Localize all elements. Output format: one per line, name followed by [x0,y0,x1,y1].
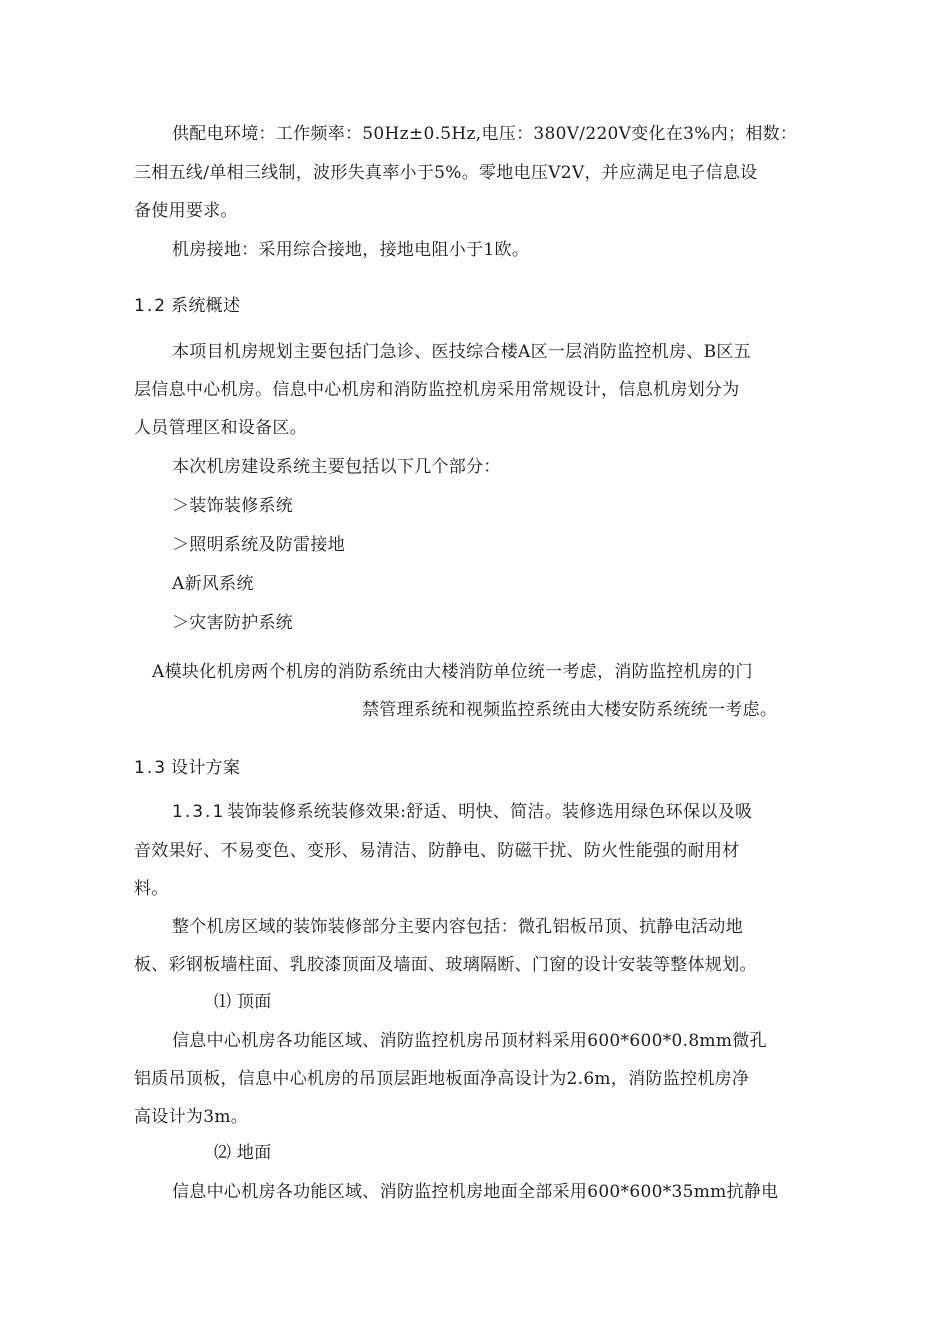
floor-heading: ⑵ 地面 [214,1143,272,1163]
list-item: ＞灾害防护系统 [172,613,294,633]
paragraph-scope-line-2: 板、彩钢板墙柱面、乳胶漆顶面及墙面、玻璃隔断、门窗的设计安装等整体规划。 [134,955,757,975]
paragraph-scope-line-1: 整个机房区域的装饰装修部分主要内容包括：微孔铝板吊顶、抗静电活动地 [172,917,743,937]
section-number: 1.3 [134,758,168,778]
paragraph-overview-line-2: 层信息中心机房。信息中心机房和消防监控机房采用常规设计，信息机房划分为 [134,380,740,400]
subsection-number: 1.3.1 [172,802,226,822]
paragraph-grounding: 机房接地：采用综合接地，接地电阻小于1欧。 [172,240,530,260]
list-item: ＞照明系统及防雷接地 [172,535,345,555]
section-heading-1-3 [134,756,240,780]
decoration-text: 装饰装修系统装修效果:舒适、明快、简洁。装修选用绿色环保以及吸 [227,802,753,822]
section-title: 设计方案 [171,758,241,778]
paragraph-power-env-line-1: 供配电环境：工作频率：50Hz±0.5Hz,电压：380V/220V变化在3%内；相数： [172,124,798,144]
paragraph-ceiling-line-1: 信息中心机房各功能区域、消防监控机房吊顶材料采用600*600*0.8mm微孔 [172,1031,767,1051]
section-number: 1.2 [134,296,168,316]
section-title: 系统概述 [171,296,241,316]
paragraph-intro: 本次机房建设系统主要包括以下几个部分： [172,457,501,477]
paragraph-modular-line-2: 禁管理系统和视频监控系统由大楼安防系统统一考虑。 [362,700,778,720]
paragraph-ceiling-line-3: 高设计为3m。 [134,1107,249,1127]
paragraph-power-env-line-3: 备使用要求。 [134,201,238,221]
paragraph-overview-line-3: 人员管理区和设备区。 [134,418,307,438]
paragraph-overview-line-1: 本项目机房规划主要包括门急诊、医技综合楼A区一层消防监控机房、B区五 [172,342,751,362]
paragraph-floor-line-1: 信息中心机房各功能区域、消防监控机房地面全部采用600*600*35mm抗静电 [172,1182,779,1202]
paragraph-decoration-line-1 [172,800,752,824]
list-item: A新风系统 [172,574,254,594]
paragraph-decoration-line-3: 料。 [134,879,169,899]
paragraph-decoration-line-2: 音效果好、不易变色、变形、易清洁、防静电、防磁干扰、防火性能强的耐用材 [134,841,740,861]
paragraph-ceiling-line-2: 铝质吊顶板，信息中心机房的吊顶层距地板面净高设计为2.6m，消防监控机房净 [134,1069,750,1089]
paragraph-modular-line-1: A模块化机房两个机房的消防系统由大楼消防单位统一考虑，消防监控机房的门 [152,662,753,682]
list-item: ＞装饰装修系统 [172,496,294,516]
section-heading-1-2 [134,294,240,318]
ceiling-heading: ⑴ 顶面 [214,992,272,1012]
paragraph-power-env-line-2: 三相五线/单相三线制，波形失真率小于5%。零地电压V2V，并应满足电子信息设 [134,163,758,183]
